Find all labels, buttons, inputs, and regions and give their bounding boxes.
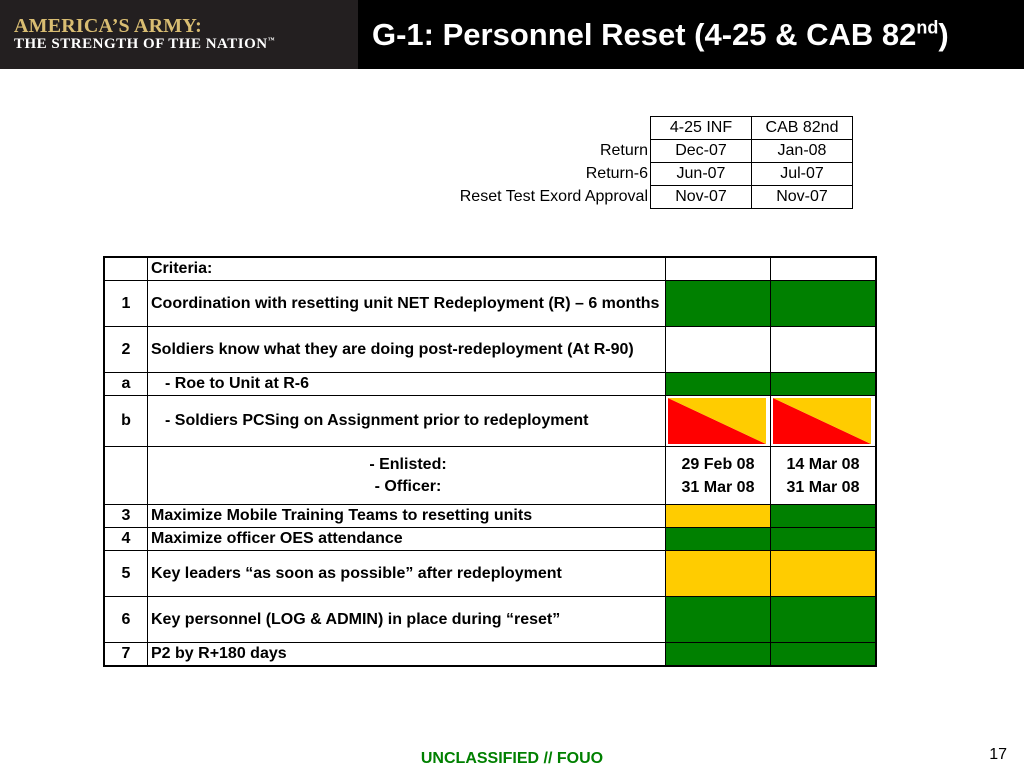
criteria-num: 3 [104,505,148,528]
status-cell [771,281,877,327]
status-cell [771,373,877,396]
title-main: G-1: Personnel Reset (4-25 & CAB 82 [372,17,917,52]
date-value: 31 Mar 08 [786,478,860,496]
timeline-col-header: CAB 82nd [752,117,853,140]
status-cell [666,597,771,643]
status-cell [666,257,771,281]
page-number: 17 [989,746,1007,763]
criteria-header: Criteria: [148,257,666,281]
criteria-text: Maximize Mobile Training Teams to resetting units [148,505,666,528]
status-cell [771,551,877,597]
logo-line2 [14,36,275,53]
criteria-num: 6 [104,597,148,643]
slide-title [372,17,949,53]
logo-line1: AMERICA’S ARMY: [14,15,202,37]
timeline-cell: Nov-07 [651,186,752,209]
criteria-num-header [104,257,148,281]
status-cell [771,257,877,281]
status-cell [666,643,771,667]
split-status-icon [773,398,871,444]
criteria-text: - Roe to Unit at R-6 [148,373,666,396]
criteria-text-b: - Soldiers PCSing on Assignment prior to redeployment [165,412,589,429]
timeline-cell: Jan-08 [752,140,853,163]
title-close: ) [938,17,949,52]
split-status-icon [668,398,766,444]
timeline-col-header: 4-25 INF [651,117,752,140]
criteria-text: Key personnel (LOG & ADMIN) in place during “reset” [148,597,666,643]
criteria-num: 7 [104,643,148,667]
timeline-cell: Jun-07 [651,163,752,186]
trademark: ™ [267,36,276,44]
criteria-num-empty [104,447,148,505]
status-cell [666,373,771,396]
criteria-text: Coordination with resetting unit NET Redeployment (R) – 6 months [148,281,666,327]
criteria-num: a [104,373,148,396]
timeline-cell: Jul-07 [752,163,853,186]
criteria-text: Key leaders “as soon as possible” after redeployment [148,551,666,597]
title-sup: nd [916,17,939,38]
criteria-num: 1 [104,281,148,327]
logo-line2-text: THE STRENGTH OF THE NATION [14,36,268,52]
classification-marking: UNCLASSIFIED // FOUO [420,750,604,767]
criteria-text: Maximize officer OES attendance [148,528,666,551]
status-cell [666,528,771,551]
criteria-table [103,256,877,667]
date-labels [148,447,666,505]
status-cell [666,505,771,528]
criteria-text: P2 by R+180 days [148,643,666,667]
date-value: 14 Mar 08 [786,455,860,473]
timeline-row-label: Return [599,142,648,159]
status-cell [771,643,877,667]
status-cell [666,327,771,373]
criteria-text [148,396,666,447]
criteria-num: 4 [104,528,148,551]
timeline-table [400,116,853,209]
status-cell [771,327,877,373]
army-logo [0,0,358,69]
date-value: 29 Feb 08 [681,455,755,473]
timeline-cell: Nov-07 [752,186,853,209]
criteria-num: 5 [104,551,148,597]
officer-label: - Officer: [374,477,442,495]
status-cell [771,396,877,447]
criteria-num: b [104,396,148,447]
date-cell [666,447,771,505]
status-cell [666,551,771,597]
enlisted-label: - Enlisted: [369,455,447,473]
timeline-cell: Dec-07 [651,140,752,163]
criteria-num: 2 [104,327,148,373]
date-cell [771,447,877,505]
status-cell [771,505,877,528]
status-cell [771,597,877,643]
status-cell [666,396,771,447]
status-cell [771,528,877,551]
criteria-text: Soldiers know what they are doing post-redeployment (At R-90) [148,327,666,373]
date-value: 31 Mar 08 [681,478,755,496]
timeline-row-label: Return-6 [585,165,648,182]
timeline-row-label: Reset Test Exord Approval [459,188,648,205]
status-cell [666,281,771,327]
header-bar [0,0,1024,69]
